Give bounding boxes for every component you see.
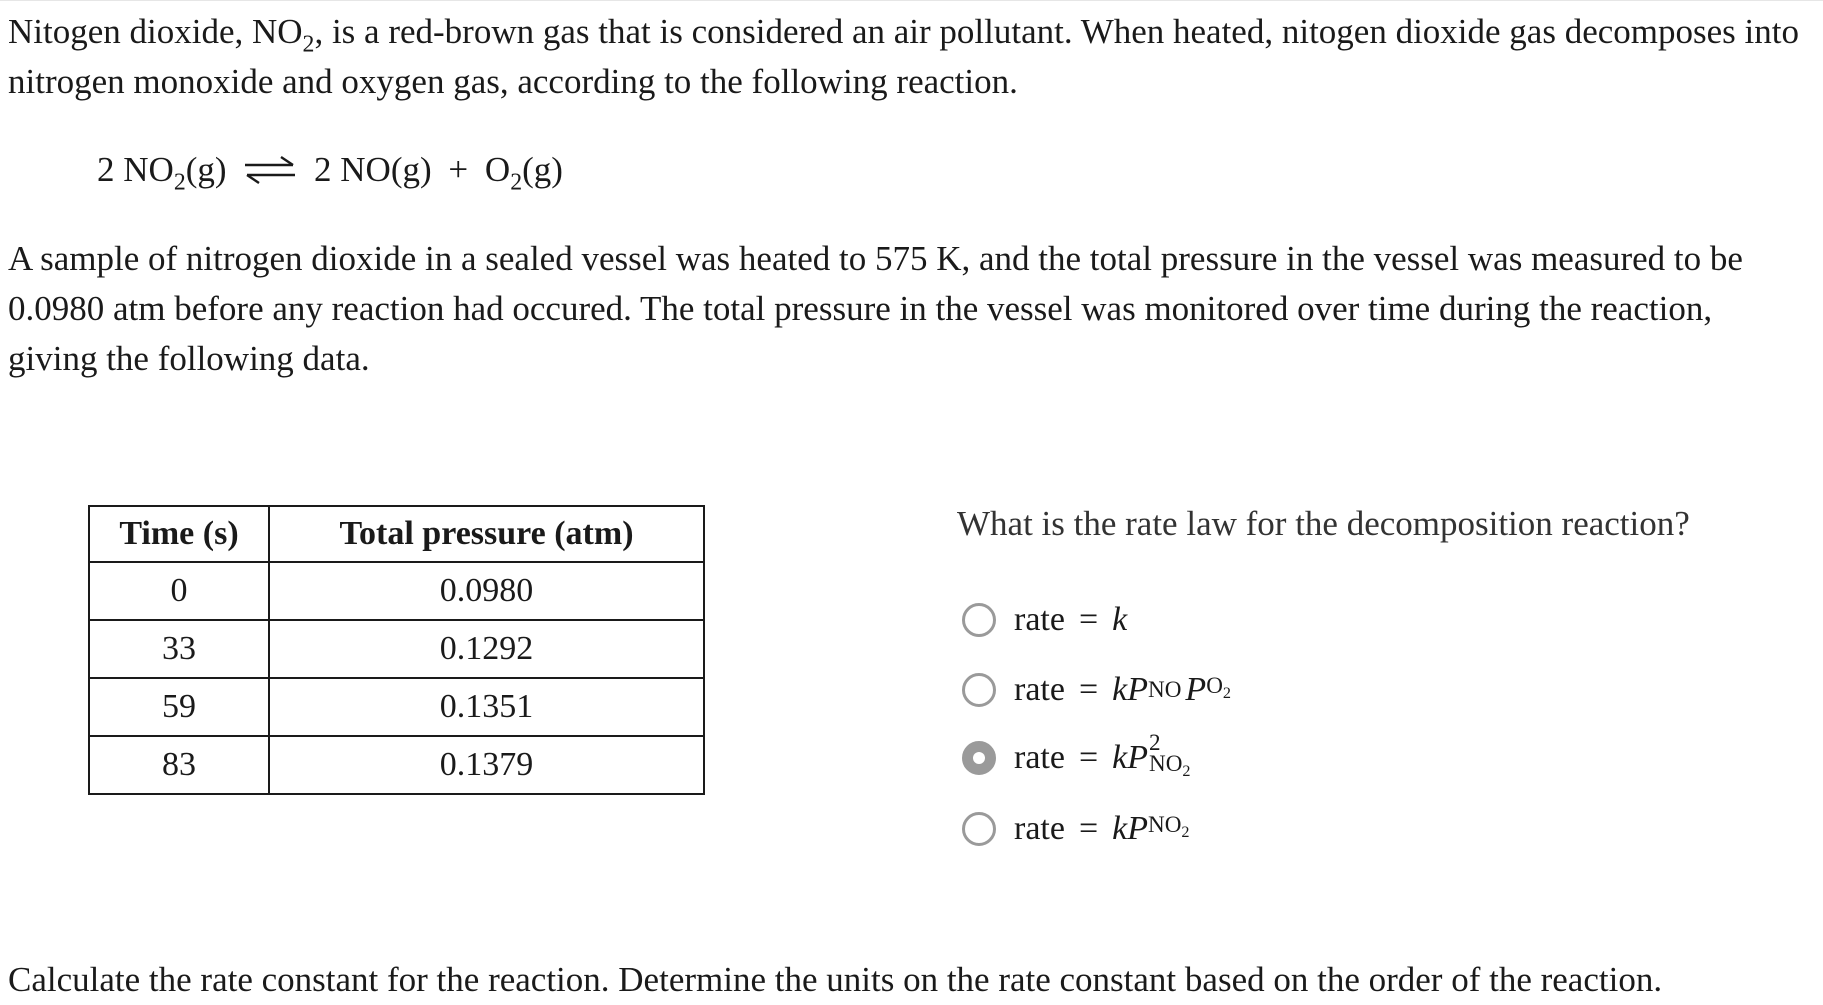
data-table	[88, 505, 705, 795]
question-prompt: What is the rate law for the decomposition reaction?	[957, 504, 1690, 543]
cell-time: 0	[89, 562, 269, 620]
table-row	[89, 620, 704, 678]
cell-time: 83	[89, 736, 269, 794]
cell-time: 33	[89, 620, 269, 678]
header-total-pressure: Total pressure (atm)	[269, 506, 704, 562]
cell-time: 59	[89, 678, 269, 736]
radio-button[interactable]	[962, 603, 996, 637]
radio-button-selected[interactable]	[962, 741, 996, 775]
table-row	[89, 678, 704, 736]
rate-law-option-no2-first-order[interactable]: rate = k P $NO_2$	[962, 807, 1190, 851]
reaction-equation: 2 $NO_2(g)$ 2 $NO(g) + O_2(g)$	[97, 150, 563, 196]
cell-pressure: 0.0980	[269, 562, 704, 620]
header-time: Time (s)	[89, 506, 269, 562]
rate-law-option-zero-order[interactable]: rate = k	[962, 598, 1127, 642]
intro-paragraph: Nitogen dioxide, $NO_2$, is a red-brown gas that is considered an air pollutant. When heated, nitogen dioxide gas decomposes into nitrogen monoxide and oxygen gas, according to the following reaction.	[8, 12, 1799, 101]
radio-button[interactable]	[962, 673, 996, 707]
cell-pressure: 0.1351	[269, 678, 704, 736]
final-instruction: Calculate the rate constant for the reaction. Determine the units on the rate constant based on the order of the reaction.	[8, 960, 1663, 999]
cell-pressure: 0.1292	[269, 620, 704, 678]
table-row	[89, 562, 704, 620]
rate-law-option-no2-squared[interactable]: rate = k P 2 $NO_2$	[962, 736, 1191, 780]
rate-law-option-no-o2[interactable]: rate = k P NO P $O_2$	[962, 668, 1231, 712]
cell-pressure: 0.1379	[269, 736, 704, 794]
table-row	[89, 736, 704, 794]
table-header-row	[89, 506, 704, 562]
equilibrium-arrow-icon	[241, 155, 299, 185]
sample-paragraph: A sample of nitrogen dioxide in a sealed vessel was heated to 575 K, and the total pressure in the vessel was measured to be 0.0980 atm before any reaction had occured. The total pressure in the vessel was monitored over time during the reaction, giving the following data.	[8, 239, 1743, 378]
radio-button[interactable]	[962, 812, 996, 846]
top-divider	[0, 0, 1823, 1]
